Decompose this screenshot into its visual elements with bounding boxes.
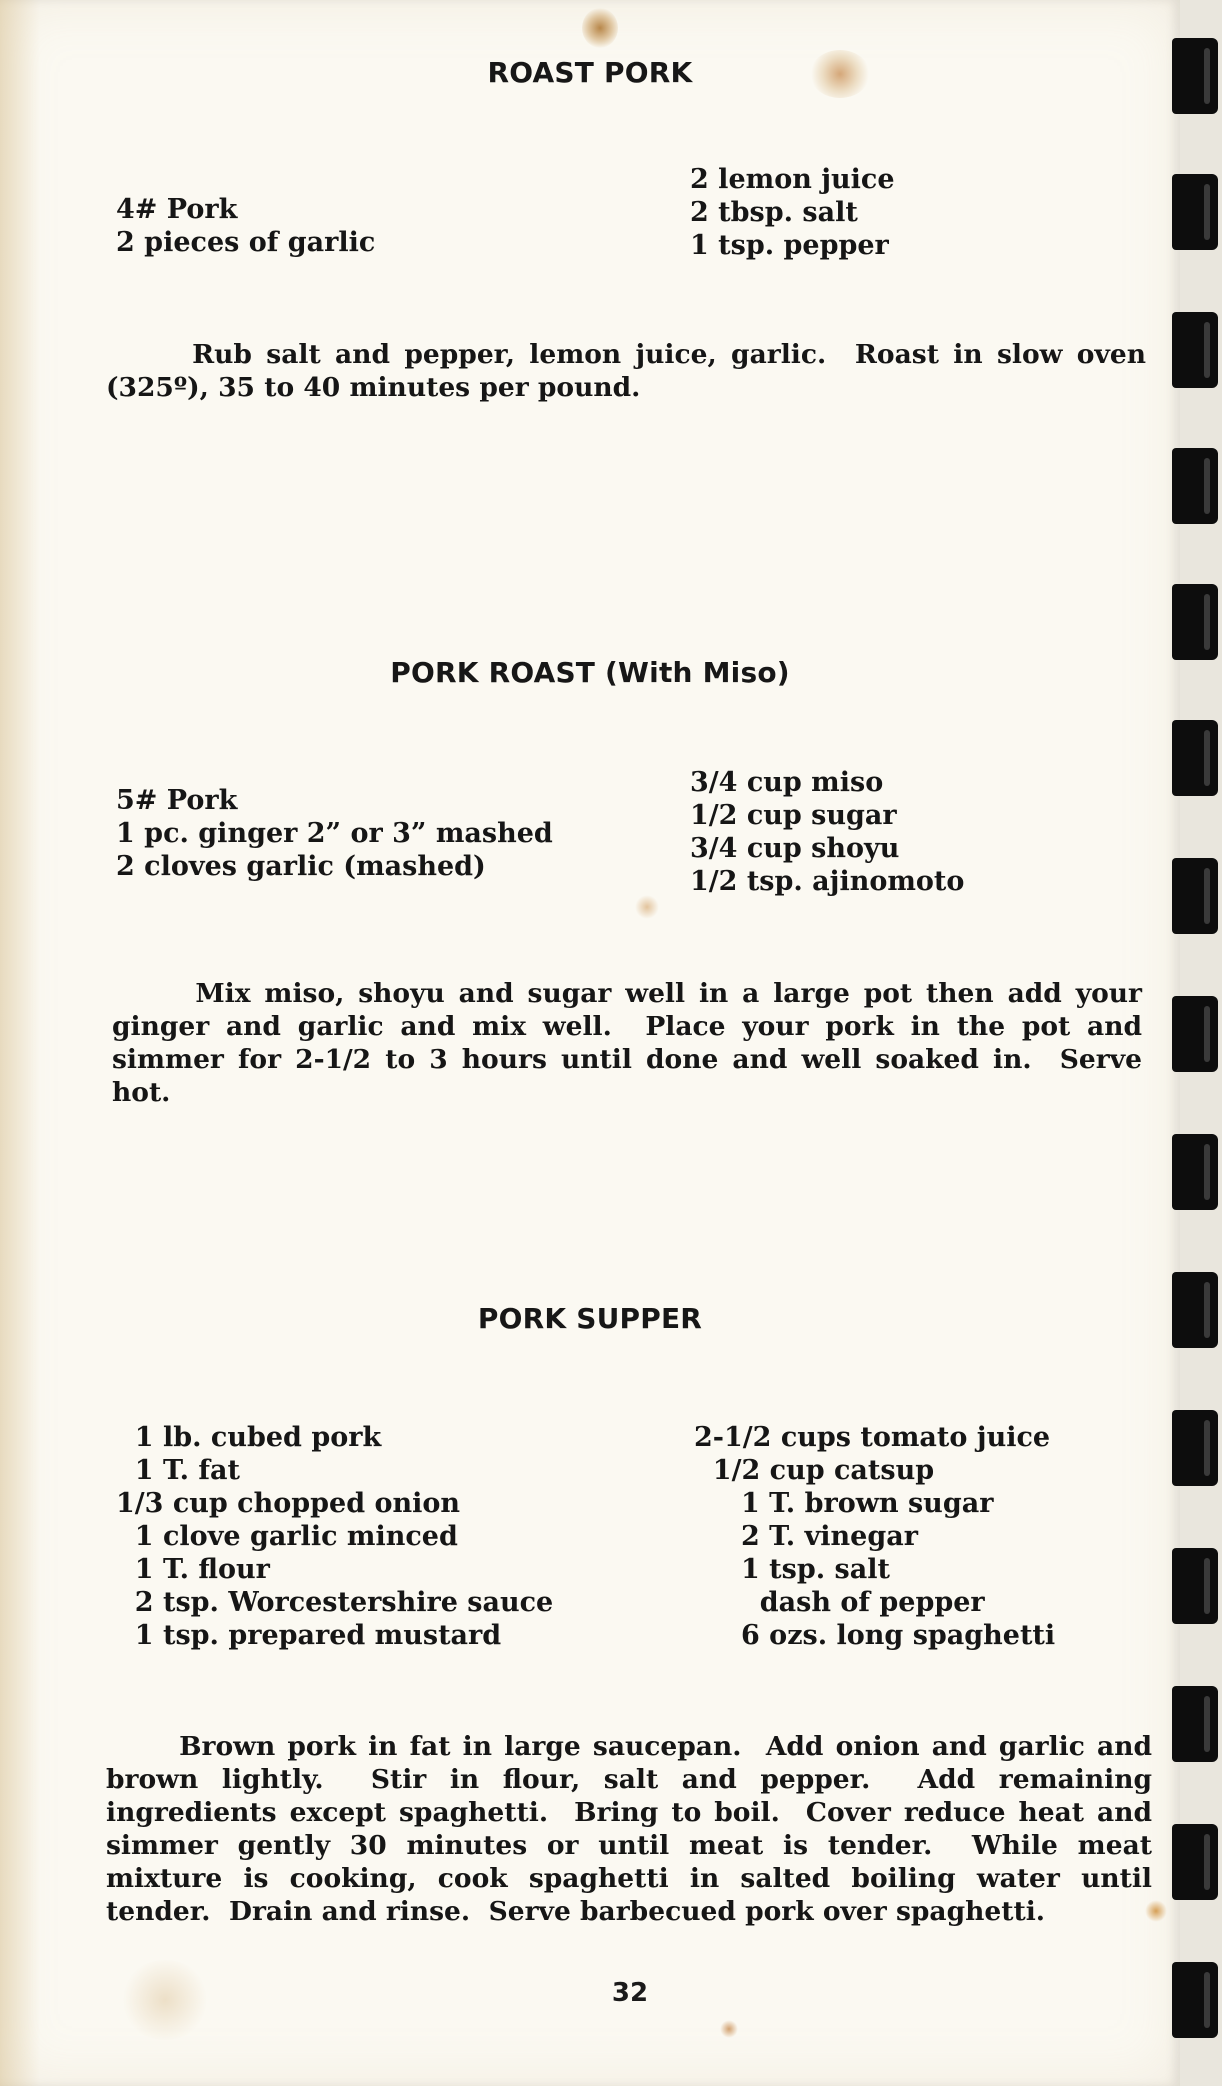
binding-ring <box>1172 312 1218 388</box>
binding-ring <box>1172 1134 1218 1210</box>
binding-ring <box>1172 996 1218 1072</box>
ingredient: 1 pc. ginger 2” or 3” mashed <box>116 818 553 849</box>
ingredient: 1 clove garlic minced <box>116 1521 458 1552</box>
binding-ring <box>1172 858 1218 934</box>
recipe-directions: Rub salt and pepper, lemon juice, garlic. Roast in slow oven (325º), 35 to 40 minutes per pound. <box>106 339 1156 403</box>
recipe-title: ROAST PORK <box>487 56 693 89</box>
binding-ring <box>1172 38 1218 114</box>
recipe-title: PORK SUPPER <box>477 1302 703 1335</box>
ingredient: 1 tsp. prepared mustard <box>116 1620 502 1651</box>
stain-spot <box>720 2020 738 2038</box>
ingredient: 1 lb. cubed pork <box>116 1422 382 1453</box>
ingredient: 4# Pork <box>116 194 238 225</box>
ingredient: 2 tsp. Worcestershire sauce <box>116 1587 554 1618</box>
ingredient: 1/2 cup catsup <box>694 1455 935 1486</box>
ingredient: dash of pepper <box>694 1587 985 1618</box>
binding-ring <box>1172 1824 1218 1900</box>
binding-ring <box>1172 1548 1218 1624</box>
ingredient: 6 ozs. long spaghetti <box>694 1620 1056 1651</box>
ingredient: 3/4 cup shoyu <box>690 833 900 864</box>
binding-ring <box>1172 584 1218 660</box>
binding-ring <box>1172 448 1218 524</box>
ingredient: 2 tbsp. salt <box>690 197 858 228</box>
ingredient: 2 pieces of garlic <box>116 227 376 258</box>
ingredients-right <box>690 163 895 262</box>
ingredients-right <box>690 766 964 898</box>
ingredient: 2 lemon juice <box>690 164 895 195</box>
ingredient: 1 T. flour <box>116 1554 270 1585</box>
ingredient: 2-1/2 cups tomato juice <box>694 1422 1051 1453</box>
binding-ring <box>1172 1410 1218 1486</box>
ingredient: 1/2 cup sugar <box>690 800 897 831</box>
page-number: 32 <box>611 1978 649 2008</box>
ingredient: 1 tsp. salt <box>694 1554 890 1585</box>
ingredient: 2 cloves garlic (mashed) <box>116 851 486 882</box>
binding-ring <box>1172 1962 1218 2038</box>
stain-spot <box>582 8 618 48</box>
recipe-title: PORK ROAST (With Miso) <box>390 656 790 689</box>
ingredient: 1 T. brown sugar <box>694 1488 994 1519</box>
binding-ring <box>1172 174 1218 250</box>
binding-ring <box>1172 1272 1218 1348</box>
ingredients-right <box>694 1421 1055 1652</box>
recipe-directions: Mix miso, shoyu and sugar well in a large pot then add your ginger and garlic and mix well. Place your pork in the pot and simmer for 2-1/2 to 3 hours until done and well soaked in. Serve hot. <box>112 978 1152 1108</box>
ingredient: 1/3 cup chopped onion <box>116 1488 461 1519</box>
binding-ring <box>1172 1686 1218 1762</box>
ingredient: 1 tsp. pepper <box>690 230 889 261</box>
ingredients-left <box>116 784 553 883</box>
ingredient: 3/4 cup miso <box>690 767 884 798</box>
ingredient: 1/2 tsp. ajinomoto <box>690 866 965 897</box>
stain-spot <box>0 0 40 2086</box>
stain-spot <box>635 895 659 919</box>
spiral-binding <box>1172 0 1222 2086</box>
binding-ring <box>1172 720 1218 796</box>
ingredient: 2 T. vinegar <box>694 1521 918 1552</box>
ingredients-left <box>116 1421 553 1652</box>
ingredients-left <box>116 193 375 259</box>
ingredient: 1 T. fat <box>116 1455 240 1486</box>
ingredient: 5# Pork <box>116 785 238 816</box>
recipe-directions: Brown pork in fat in large saucepan. Add onion and garlic and brown lightly. Stir in flour, salt and pepper. Add remaining ingredients except spaghetti. Bring to boil. Cover reduce heat and simmer gently 30 minutes or until meat is tender. While meat mixture is cooking, cook spaghetti in salted boiling water until tender. Drain and rinse. Serve barbecued pork over spaghetti. <box>106 1731 1162 1927</box>
